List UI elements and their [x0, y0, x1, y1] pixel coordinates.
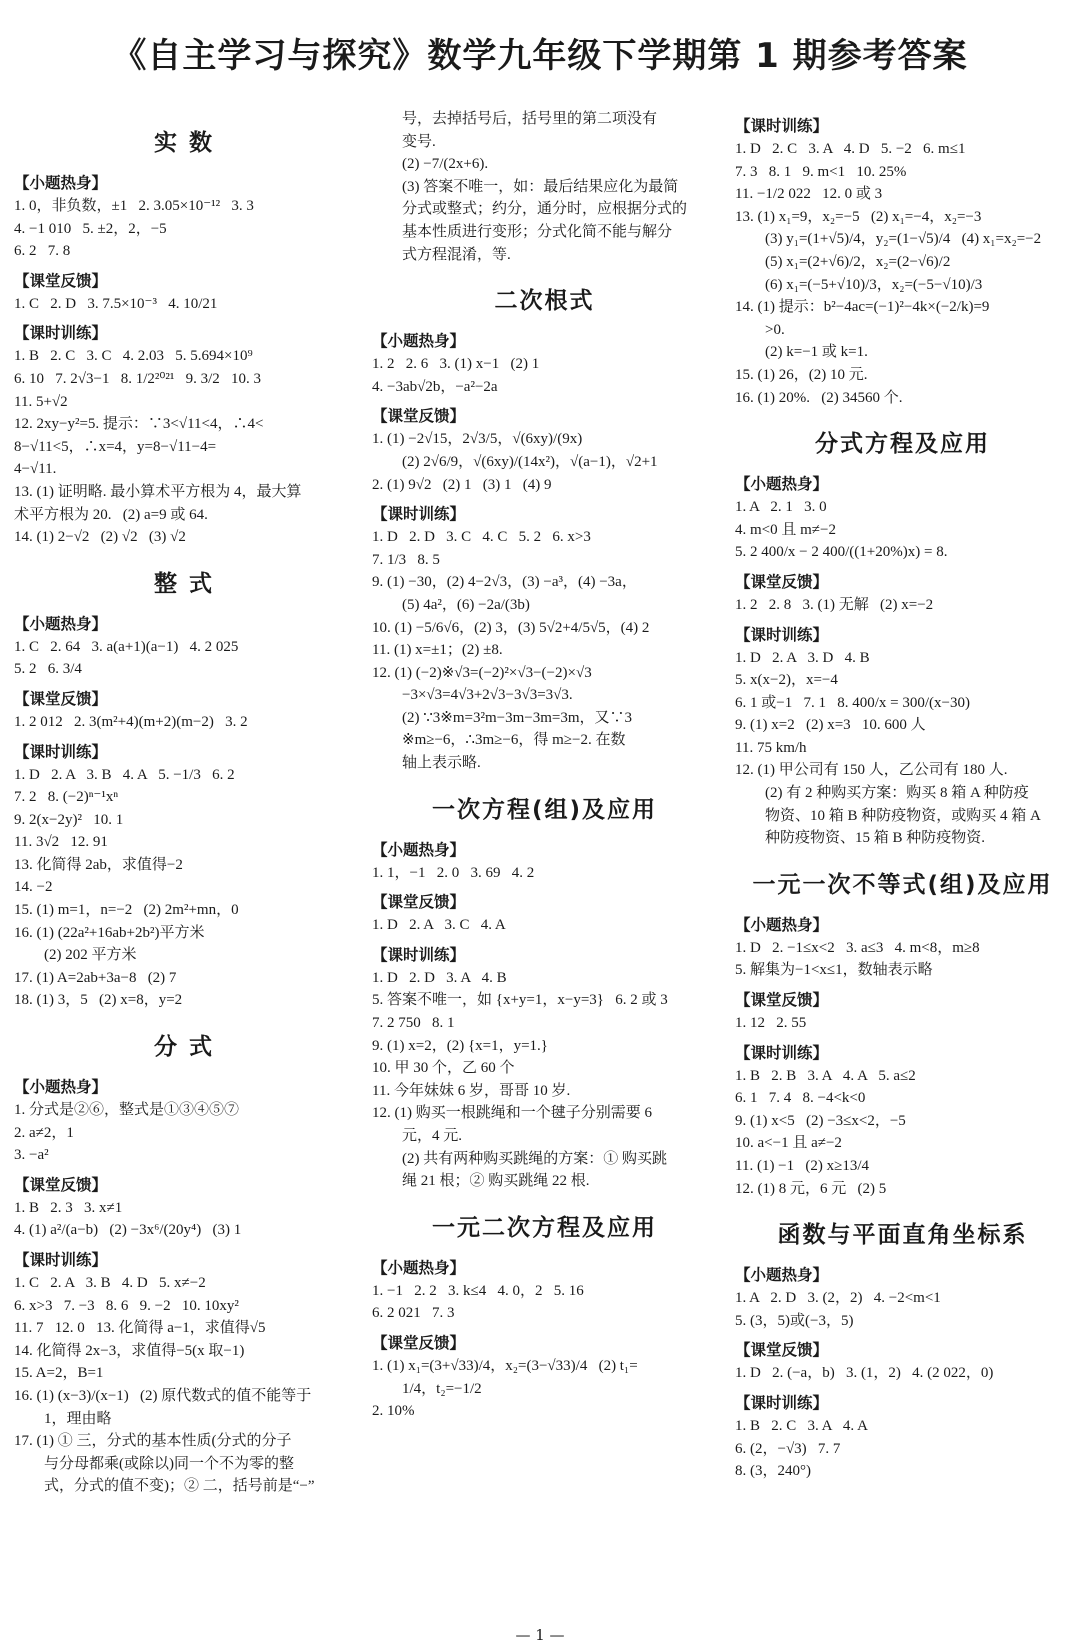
answer-line: 11. 75 km/h — [735, 739, 807, 756]
answer-column-3 — [735, 108, 1070, 1483]
answer-line: 6. (2，−√3) 7. 7 — [735, 1440, 841, 1457]
answer-line: 6. 2 021 7. 3 — [372, 1305, 455, 1322]
answer-line: 1，理由略 — [44, 1410, 112, 1427]
subsection-heading: 【课时训练】 — [735, 625, 829, 644]
answer-line: 8−√11<5，∴x=4，y=8−√11−4= — [14, 438, 217, 455]
answer-line: 5. 答案不唯一，如 {x+y=1，x−y=3} 6. 2 或 3 — [372, 992, 668, 1009]
answer-line: 1. D 2. C 3. A 4. D 5. −2 6. m≤1 — [735, 141, 966, 157]
section-title: 函数与平面直角坐标系 — [777, 1222, 1028, 1249]
subsection-heading: 【小题热身】 — [372, 840, 466, 859]
answer-line: 式，分式的值不变)；② 二，括号前是“−” — [44, 1478, 315, 1495]
subsection-heading: 【课时训练】 — [14, 742, 108, 761]
answer-line: 18. (1) 3，5 (2) x=8，y=2 — [14, 992, 183, 1009]
answer-line: 5. 2 6. 3/4 — [14, 661, 82, 678]
answer-line: 1. A 2. D 3. (2，2) 4. −2<m<1 — [735, 1290, 941, 1307]
answer-line: 16. (1) 20%. (2) 34560 个. — [735, 389, 903, 406]
subsection-heading: 【课堂反馈】 — [372, 407, 466, 426]
answer-line: 10. (1) −5/6√6，(2) 3，(3) 5√2+4/5√5，(4) 2 — [372, 619, 650, 636]
answer-line: 12. 2xy−y²=5. 提示：∵3<√11<4，∴4< — [14, 416, 264, 433]
answer-line: 1. D 2. D 3. A 4. B — [372, 969, 507, 986]
answer-line: (2) 共有两种购买跳绳的方案：① 购买跳 — [402, 1150, 667, 1167]
answer-line: 绳 21 根；② 购买跳绳 22 根. — [402, 1173, 590, 1190]
answer-line: 8. (3，240°) — [735, 1463, 811, 1480]
answer-line: 4. −3ab√2b，−a²−2a — [372, 378, 498, 395]
answer-line: 3. −a² — [14, 1147, 49, 1164]
answer-line: 5. (3，5)或(−3，5) — [735, 1312, 854, 1329]
subsection-heading: 【课时训练】 — [735, 1043, 829, 1062]
subsection-heading: 【课堂反馈】 — [735, 1341, 829, 1360]
subsection-heading: 【小题热身】 — [735, 915, 829, 934]
answer-line: (2) 202 平方米 — [44, 947, 137, 964]
answer-line: 11. −1/2 022 12. 0 或 3 — [735, 186, 883, 203]
answer-line: 5. 解集为−1<x≤1，数轴表示略 — [735, 962, 933, 979]
subsection-heading: 【课时训练】 — [372, 945, 466, 964]
answer-line: 13. (1) x₁=9，x₂=−5 (2) x₁=−4，x₂=−3 — [735, 208, 982, 225]
subsection-heading: 【小题热身】 — [735, 1266, 829, 1285]
answer-line: 6. 1 或−1 7. 1 8. 400/x = 300/(x−30) — [735, 694, 970, 711]
answer-line: (2) −7/(2x+6). — [402, 156, 489, 173]
answer-line: 11. (1) −1 (2) x≥13/4 — [735, 1158, 870, 1174]
answer-line: 与分母都乘(或除以)同一个不为零的整 — [44, 1455, 294, 1472]
answer-line: 9. 2(x−2y)² 10. 1 — [14, 811, 124, 828]
answer-line: 15. (1) 26，(2) 10 元. — [735, 366, 868, 383]
answer-line: 16. (1) (x−3)/(x−1) (2) 原代数式的值不能等于 — [14, 1387, 312, 1404]
answer-line: 种防疫物资、15 箱 B 种防疫物资. — [765, 830, 986, 847]
answer-line: 1. D 2. A 3. C 4. A — [372, 917, 506, 934]
answer-line: (2) 2√6/9，√(6xy)/(14x²)，√(a−1)，√2+1 — [402, 453, 658, 470]
answer-line: 6. 10 7. 2√3−1 8. 1/2²⁰²¹ 9. 3/2 10. 3 — [14, 370, 262, 387]
subsection-heading: 【课时训练】 — [735, 1393, 829, 1412]
answer-line: 7. 2 8. (−2)ⁿ⁻¹xⁿ — [14, 789, 119, 806]
answer-line: 1. (1) −2√15，2√3/5，√(6xy)/(9x) — [372, 431, 583, 448]
answer-line: 2. (1) 9√2 (2) 1 (3) 1 (4) 9 — [372, 476, 552, 493]
answer-line: (2) 有 2 种购买方案：购买 8 箱 A 种防疫 — [765, 785, 1029, 802]
page-title: 《自主学习与探究》数学九年级下学期第 1 期参考答案 — [112, 36, 968, 76]
answer-line: 12. (1) (−2)※√3=(−2)²×√3−(−2)×√3 — [372, 664, 592, 681]
section-title: 一次方程(组)及应用 — [431, 796, 658, 823]
answer-line: 1. D 2. −1≤x<2 3. a≤3 4. m<8，m≥8 — [735, 939, 980, 956]
answer-line: 10. 甲 30 个，乙 60 个 — [372, 1060, 515, 1077]
answer-line: 10. a<−1 且 a≠−2 — [735, 1135, 842, 1152]
answer-line: 6. x>3 7. −3 8. 6 9. −2 10. 10xy² — [14, 1297, 239, 1314]
subsection-heading: 【课堂反馈】 — [372, 893, 466, 912]
answer-line: 5. x(x−2)，x=−4 — [735, 672, 838, 689]
answer-line: 12. (1) 8 元，6 元 (2) 5 — [735, 1180, 887, 1197]
answer-line: 1. 0，非负数，±1 2. 3.05×10⁻¹² 3. 3 — [14, 198, 254, 214]
answer-line: (3) 答案不唯一，如：最后结果应化为最简 — [402, 178, 679, 195]
answer-line: 11. 3√2 12. 91 — [14, 834, 108, 851]
subsection-heading: 【课堂反馈】 — [372, 1333, 466, 1352]
answer-line: 4. m<0 且 m≠−2 — [735, 521, 836, 538]
subsection-heading: 【小题热身】 — [372, 1258, 466, 1277]
answer-line: 2. a≠2，1 — [14, 1124, 74, 1141]
answer-line: 9. (1) x=2 (2) x=3 10. 600 人 — [735, 717, 926, 734]
subsection-heading: 【小题热身】 — [14, 614, 108, 633]
subsection-heading: 【课堂反馈】 — [14, 1175, 108, 1194]
answer-line: 14. −2 — [14, 879, 53, 896]
section-title: 分式方程及应用 — [815, 431, 990, 458]
answer-line: 14. 化简得 2x−3，求值得−5(x 取−1) — [14, 1342, 245, 1359]
answer-line: ※m≥−6，∴3m≥−6，得 m≥−2. 在数 — [402, 732, 626, 749]
answer-line: 1. B 2. B 3. A 4. A 5. a≤2 — [735, 1067, 916, 1084]
answer-line: 分式或整式；约分，通分时，应根据分式的 — [402, 201, 688, 218]
page-number: — 1 — — [515, 1626, 565, 1644]
answer-line: 5. 2 400/x − 2 400/((1+20%)x) = 8. — [735, 544, 948, 561]
answer-line: (3) y₁=(1+√5)/4，y₂=(1−√5)/4 (4) x₁=x₂=−2 — [765, 231, 1042, 248]
answer-line: 14. (1) 提示：b²−4ac=(−1)²−4k×(−2/k)=9 — [735, 299, 990, 316]
subsection-heading: 【课时训练】 — [372, 505, 466, 524]
answer-line: 1. D 2. D 3. C 4. C 5. 2 6. x>3 — [372, 529, 591, 546]
subsection-heading: 【课时训练】 — [14, 324, 108, 343]
answer-line: 7. 3 8. 1 9. m<1 10. 25% — [735, 163, 907, 180]
answer-line: 11. 5+√2 — [14, 393, 68, 410]
answer-line: 式方程混淆，等. — [402, 246, 511, 263]
subsection-heading: 【小题热身】 — [735, 475, 829, 494]
answer-line: 12. (1) 购买一根跳绳和一个毽子分别需要 6 — [372, 1105, 652, 1122]
subsection-heading: 【小题热身】 — [372, 332, 466, 351]
answer-line: 1. C 2. D 3. 7.5×10⁻³ 4. 10/21 — [14, 295, 218, 312]
answer-line: 1. D 2. A 3. B 4. A 5. −1/3 6. 2 — [14, 766, 235, 783]
answer-line: 11. (1) x=±1；(2) ±8. — [372, 642, 503, 659]
subsection-heading: 【小题热身】 — [14, 1078, 108, 1097]
answer-line: 1. B 2. 3 3. x≠1 — [14, 1199, 123, 1216]
answer-line: (6) x₁=(−5+√10)/3，x₂=(−5−√10)/3 — [765, 276, 983, 293]
section-title: 分 式 — [153, 1034, 214, 1061]
answer-line: 1. C 2. A 3. B 4. D 5. x≠−2 — [14, 1275, 206, 1291]
answer-line: 15. A=2，B=1 — [14, 1365, 104, 1382]
answer-line: 17. (1) ① 三，分式的基本性质(分式的分子 — [14, 1433, 292, 1450]
answer-line: 1. 1，−1 2. 0 3. 69 4. 2 — [372, 864, 535, 881]
subsection-heading: 【小题热身】 — [14, 174, 108, 192]
answer-line: 元，4 元. — [402, 1128, 463, 1144]
answer-line: 1. 2 012 2. 3(m²+4)(m+2)(m−2) 3. 2 — [14, 713, 248, 730]
answer-line: 变号. — [402, 133, 436, 150]
answer-line: 物资、10 箱 B 种防疫物资，或购买 4 箱 A — [765, 807, 1041, 824]
answer-line: 1. 12 2. 55 — [735, 1015, 807, 1032]
answer-line: 1. D 2. (−a，b) 3. (1，2) 4. (2 022，0) — [735, 1365, 994, 1382]
answer-line: 6. 2 7. 8 — [14, 243, 71, 260]
answer-line: 号，去掉括号后，括号里的第二项没有 — [402, 111, 658, 127]
answer-line: 1. 2 2. 6 3. (1) x−1 (2) 1 — [372, 356, 540, 373]
answer-line: 轴上表示略. — [402, 755, 481, 772]
section-title: 一元二次方程及应用 — [432, 1214, 657, 1241]
section-title: 实 数 — [153, 130, 214, 156]
answer-line: 7. 1/3 8. 5 — [372, 551, 440, 568]
answer-line: 12. (1) 甲公司有 150 人，乙公司有 180 人. — [735, 762, 1008, 779]
subsection-heading: 【课堂反馈】 — [14, 271, 108, 290]
answer-line: 1. −1 2. 2 3. k≤4 4. 0，2 5. 16 — [372, 1282, 584, 1299]
answer-line: 1. A 2. 1 3. 0 — [735, 499, 827, 516]
answer-line: 1. C 2. 64 3. a(a+1)(a−1) 4. 2 025 — [14, 638, 239, 655]
answer-line: 4. −1 010 5. ±2，2，−5 — [14, 220, 167, 237]
subsection-heading: 【课堂反馈】 — [14, 689, 108, 708]
answer-line: 7. 2 750 8. 1 — [372, 1015, 455, 1032]
subsection-heading: 【课时训练】 — [14, 1251, 108, 1269]
section-title: 二次根式 — [494, 288, 595, 315]
answer-line: −3×√3=4√3+2√3−3√3=3√3. — [402, 687, 573, 704]
answer-line: 1. B 2. C 3. C 4. 2.03 5. 5.694×10⁹ — [14, 348, 253, 365]
answer-line: 1. (1) x₁=(3+√33)/4，x₂=(3−√33)/4 (2) t₁= — [372, 1357, 638, 1374]
subsection-heading: 【课堂反馈】 — [735, 572, 829, 591]
answer-line: 14. (1) 2−√2 (2) √2 (3) √2 — [14, 529, 186, 546]
answer-line: 6. 1 7. 4 8. −4<k<0 — [735, 1090, 866, 1107]
answer-line: 13. (1) 证明略. 最小算术平方根为 4，最大算 — [14, 483, 302, 500]
answer-line: 1. B 2. C 3. A 4. A — [735, 1417, 868, 1434]
answer-line: 9. (1) x=2，(2) {x=1，y=1.} — [372, 1037, 549, 1054]
answer-line: 9. (1) x<5 (2) −3≤x<2，−5 — [735, 1112, 906, 1129]
answer-line: 4. (1) a²/(a−b) (2) −3x⁶/(20y⁴) (3) 1 — [14, 1222, 242, 1239]
answer-line: 基本性质进行变形；分式化简不能与解分 — [402, 223, 673, 240]
answer-line: 13. 化简得 2ab，求值得−2 — [14, 856, 183, 873]
answer-line: (5) 4a²，(6) −2a/(3b) — [402, 596, 530, 613]
answer-column-2 — [372, 108, 717, 1423]
answer-line: 11. 今年妹妹 6 岁，哥哥 10 岁. — [372, 1082, 571, 1099]
answer-line: >0. — [765, 321, 785, 338]
answer-line: 17. (1) A=2ab+3a−8 (2) 7 — [14, 969, 177, 986]
answer-column-1 — [14, 108, 354, 1498]
answer-line: (2) k=−1 或 k=1. — [765, 344, 868, 361]
subsection-heading: 【课时训练】 — [735, 117, 829, 135]
answer-line: 1/4，t₂=−1/2 — [402, 1380, 482, 1397]
section-title: 整 式 — [153, 570, 214, 597]
answer-line: 1. 2 2. 8 3. (1) 无解 (2) x=−2 — [735, 596, 934, 613]
answer-line: 16. (1) (22a²+16ab+2b²)平方米 — [14, 924, 205, 941]
answer-line: 9. (1) −30，(2) 4−2√3，(3) −a³，(4) −3a， — [372, 574, 637, 591]
answer-line: 1. 分式是②⑥，整式是①③④⑤⑦ — [14, 1102, 240, 1119]
subsection-heading: 【课堂反馈】 — [735, 991, 829, 1010]
answer-line: 2. 10% — [372, 1403, 415, 1420]
answer-line: (2) ∵3※m=3²m−3m−3m=3m，又∵3 — [402, 709, 633, 726]
answer-line: 15. (1) m=1，n=−2 (2) 2m²+mn，0 — [14, 902, 239, 919]
answer-line: 术平方根为 20. (2) a=9 或 64. — [14, 506, 208, 523]
answer-line: 4−√11. — [14, 461, 57, 478]
answer-line: (5) x₁=(2+√6)/2，x₂=(2−√6)/2 — [765, 253, 951, 270]
answer-line: 1. D 2. A 3. D 4. B — [735, 649, 870, 666]
section-title: 一元一次不等式(组)及应用 — [752, 871, 1053, 898]
answer-line: 11. 7 12. 0 13. 化简得 a−1，求值得√5 — [14, 1320, 266, 1337]
